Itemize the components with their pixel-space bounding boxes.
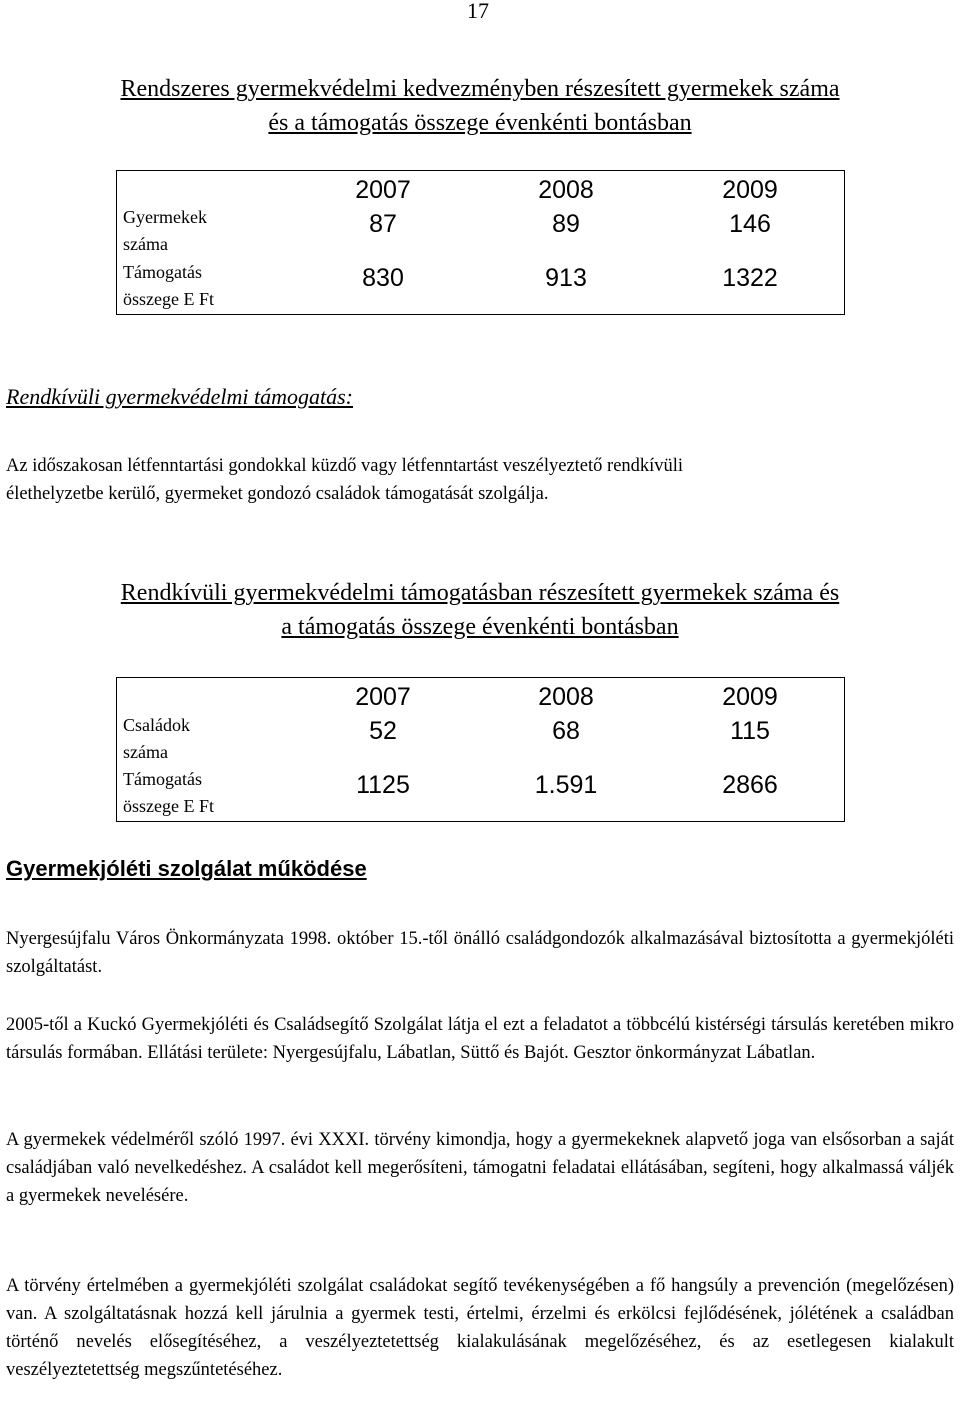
section3-paragraph-1: Nyergesújfalu Város Önkormányzata 1998. október 15.-től önálló családgondozók alkalmazásával biztosította a gyermekjóléti szolgáltatást. xyxy=(6,929,954,977)
row-label xyxy=(123,712,190,766)
table-cell: 68 xyxy=(552,717,580,745)
section3-paragraph-3: A gyermekek védelméről szóló 1997. évi XXXI. törvény kimondja, hogy a gyermekeknek alapvető joga van elsősorban a saját családjában való nevelkedéshez. A családot kell megerősíteni, támogatni feladatai ellátásában, segíteni, hogy alkalmassá váljék a gyermekek nevelésére. xyxy=(6,1130,954,1206)
row-label-line2: száma xyxy=(123,742,168,762)
year-header: 2009 xyxy=(722,176,778,204)
year-header: 2007 xyxy=(355,683,411,711)
table-cell: 146 xyxy=(729,210,771,238)
paragraph-line: élethelyzetbe kerülő, gyermeket gondozó családok támogatását szolgálja. xyxy=(6,484,549,504)
section1-heading xyxy=(0,72,960,140)
page-number: 17 xyxy=(467,0,489,23)
section3-paragraph-2: 2005-től a Kuckó Gyermekjóléti és Családsegítő Szolgálat látja el ezt a feladatot a többcélú kistérségi társulás keretében mikro társulás formában. Ellátási területe: Nyergesújfalu, Lábatlan, Süttő és Bajót. Gesztor önkormányzat Lábatlan. xyxy=(6,1015,954,1063)
section2-table-heading-line2: a támogatás összege évenkénti bontásban xyxy=(281,614,679,640)
row-label-line2: összege E Ft xyxy=(123,796,214,816)
table-cell: 1.591 xyxy=(534,771,598,799)
table-cell: 830 xyxy=(362,264,404,292)
table-cell: 115 xyxy=(730,717,770,745)
table-cell: 1322 xyxy=(722,264,778,292)
section2-heading: Rendkívüli gyermekvédelmi támogatás: xyxy=(6,384,353,409)
table-cell: 913 xyxy=(545,264,587,292)
year-header: 2008 xyxy=(538,176,594,204)
section3-heading: Gyermekjóléti szolgálat működése xyxy=(6,856,367,881)
row-label-line1: Gyermekek xyxy=(123,207,207,227)
row-label-line2: száma xyxy=(123,234,168,254)
row-label xyxy=(123,259,214,313)
section2-table-heading xyxy=(0,576,960,644)
row-label xyxy=(123,766,214,820)
section3-paragraph-4: A törvény értelmében a gyermekjóléti szolgálat családokat segítő tevékenységében a fő hangsúly a prevención (megelőzésen) van. A szolgáltatásnak hozzá kell járulnia a gyermek testi, értelmi, érzelmi és erkölcsi fejlődésének, jólétének a családban történő nevelés elősegítéséhez, a veszélyeztetettség kialakulásának megelőzéséhez, és az esetlegesen kialakult veszélyeztetettség megszűntetéséhez. xyxy=(6,1276,954,1380)
table-cell: 87 xyxy=(369,210,397,238)
table-extraordinary-support xyxy=(116,677,845,822)
row-label-line1: Támogatás xyxy=(123,769,202,789)
table-cell: 1125 xyxy=(356,771,410,799)
table-cell: 2866 xyxy=(722,771,778,799)
row-label-line2: összege E Ft xyxy=(123,289,214,309)
section2-table-heading-line1: Rendkívüli gyermekvédelmi támogatásban részesített gyermekek száma és xyxy=(120,580,840,606)
table-cell: 89 xyxy=(552,210,580,238)
year-header: 2009 xyxy=(722,683,778,711)
year-header: 2008 xyxy=(538,683,594,711)
row-label-line1: Támogatás xyxy=(123,262,202,282)
table-regular-support xyxy=(116,170,845,315)
section1-heading-line2: és a támogatás összege évenkénti bontásban xyxy=(268,110,692,136)
row-label xyxy=(123,204,207,258)
year-header: 2007 xyxy=(355,176,411,204)
section2-paragraph xyxy=(6,452,954,508)
section1-heading-line1: Rendszeres gyermekvédelmi kedvezményben részesített gyermekek száma xyxy=(120,76,840,102)
row-label-line1: Családok xyxy=(123,715,190,735)
paragraph-line: Az időszakosan létfenntartási gondokkal küzdő vagy létfenntartást veszélyeztető rendkívüli xyxy=(6,456,684,476)
table-cell: 52 xyxy=(369,717,397,745)
